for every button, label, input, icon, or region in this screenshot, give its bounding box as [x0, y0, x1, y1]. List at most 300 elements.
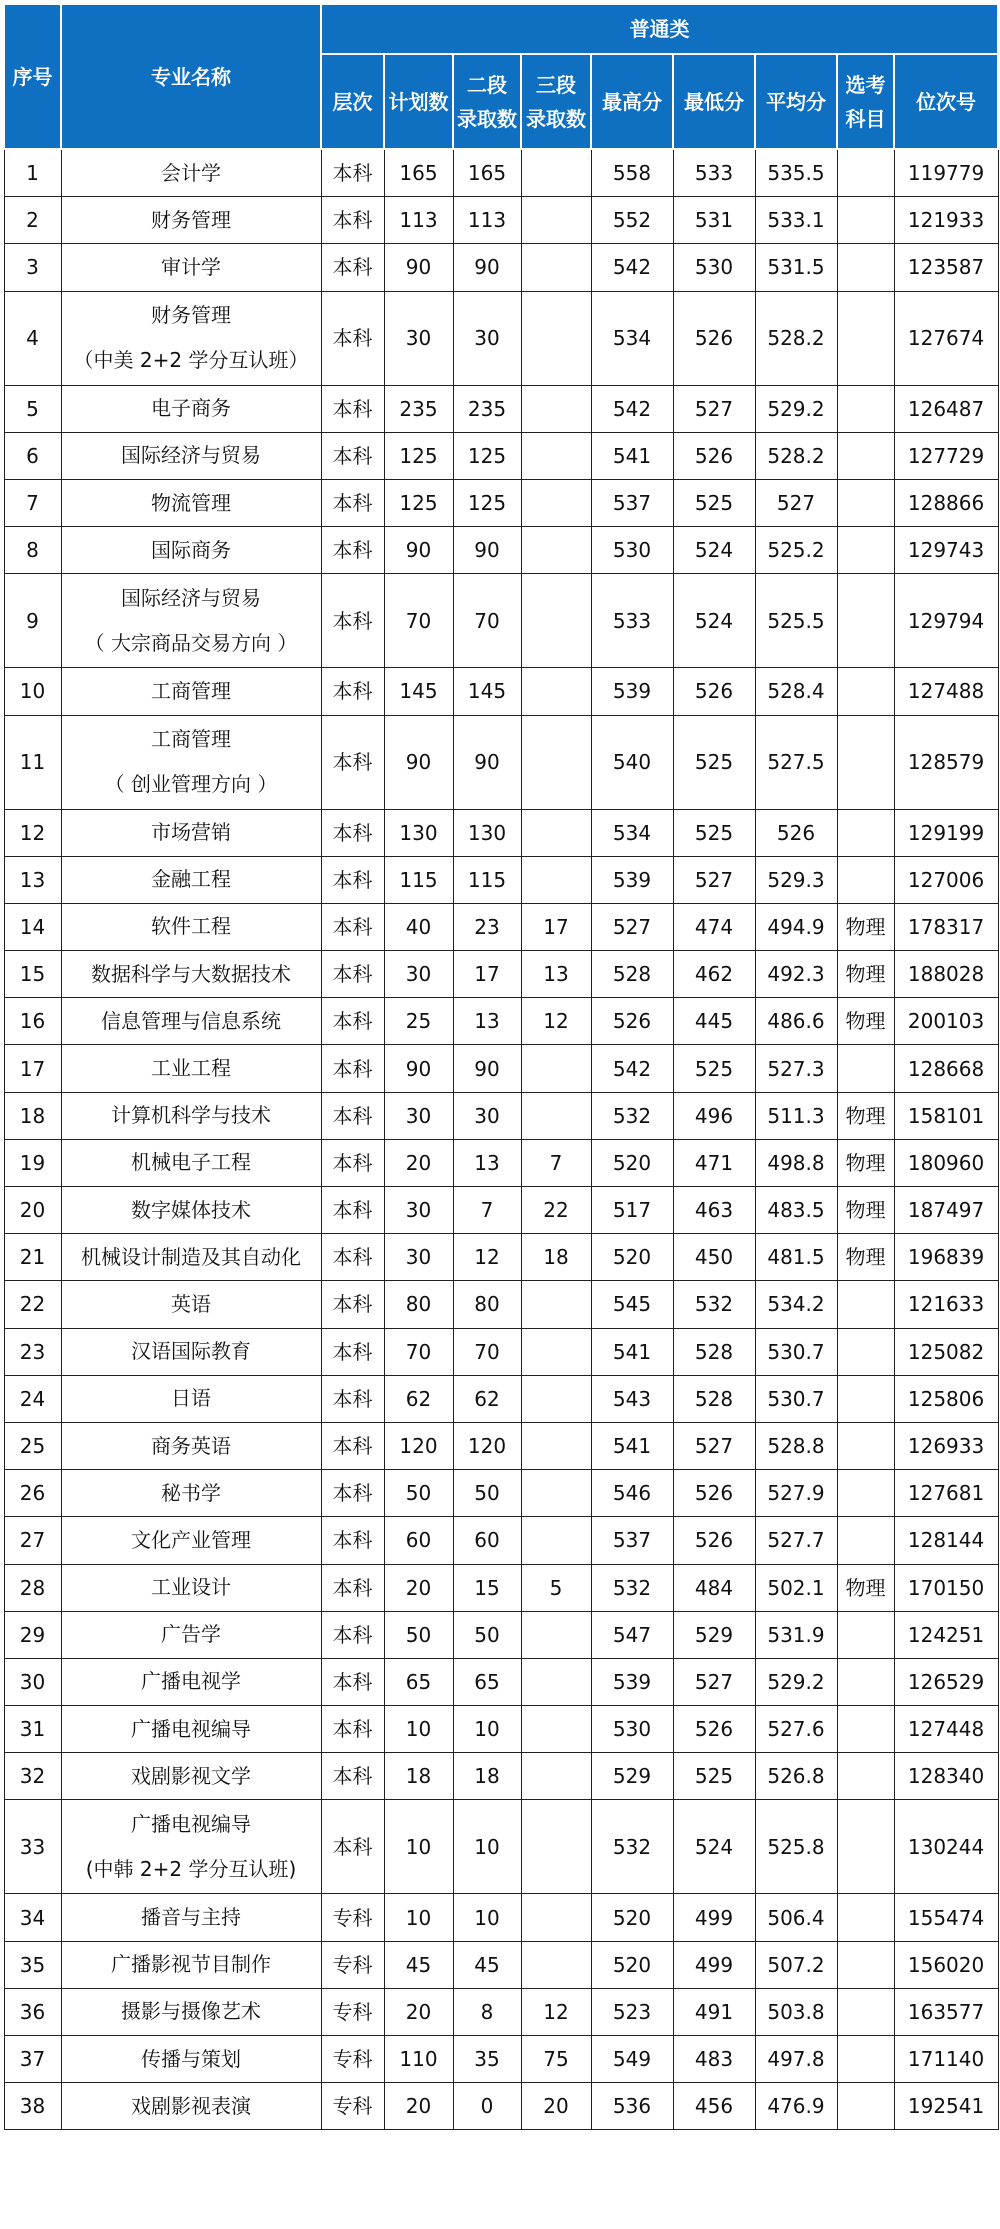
cell-min: 527 — [673, 1422, 755, 1469]
cell-seq: 9 — [4, 574, 61, 668]
cell-plan: 145 — [384, 668, 453, 715]
major-name-line: 秘书学 — [161, 1480, 221, 1505]
cell-max: 536 — [591, 2083, 673, 2130]
cell-min: 526 — [673, 668, 755, 715]
cell-max: 534 — [591, 291, 673, 385]
cell-rank: 121933 — [894, 197, 998, 244]
major-name-line: 机械电子工程 — [131, 1150, 251, 1175]
cell-min: 528 — [673, 1328, 755, 1375]
cell-stage3 — [521, 1753, 591, 1800]
cell-stage3 — [521, 149, 591, 197]
table-row — [4, 1564, 998, 1611]
cell-plan: 65 — [384, 1658, 453, 1705]
cell-seq: 24 — [4, 1375, 61, 1422]
cell-level: 本科 — [321, 809, 384, 856]
cell-seq: 27 — [4, 1517, 61, 1564]
cell-major — [61, 1706, 321, 1753]
cell-max: 539 — [591, 1658, 673, 1705]
table-row — [4, 809, 998, 856]
cell-rank: 127729 — [894, 432, 998, 479]
cell-stage2: 18 — [453, 1753, 521, 1800]
major-name-line: 审计学 — [161, 254, 221, 279]
header-max: 最高分 — [591, 54, 673, 149]
table-body — [4, 149, 998, 2130]
cell-major — [61, 1894, 321, 1941]
cell-stage2: 13 — [453, 998, 521, 1045]
cell-level: 本科 — [321, 1328, 384, 1375]
cell-major — [61, 244, 321, 291]
cell-level: 本科 — [321, 527, 384, 574]
table-row — [4, 1045, 998, 1092]
cell-max: 532 — [591, 1092, 673, 1139]
cell-avg: 483.5 — [755, 1187, 837, 1234]
cell-major — [61, 951, 321, 998]
cell-stage3 — [521, 1045, 591, 1092]
major-name-line: 物流管理 — [151, 490, 231, 515]
table-row — [4, 1422, 998, 1469]
table-row — [4, 856, 998, 903]
cell-rank: 128144 — [894, 1517, 998, 1564]
cell-major — [61, 715, 321, 809]
cell-subject — [837, 2083, 894, 2130]
cell-subject — [837, 149, 894, 197]
cell-seq: 23 — [4, 1328, 61, 1375]
cell-seq: 4 — [4, 291, 61, 385]
major-name-line: 传播与策划 — [141, 2046, 241, 2071]
cell-stage3: 12 — [521, 1988, 591, 2035]
cell-seq: 8 — [4, 527, 61, 574]
cell-stage3: 17 — [521, 903, 591, 950]
cell-stage3: 75 — [521, 2036, 591, 2083]
cell-min: 524 — [673, 1800, 755, 1894]
cell-stage3: 12 — [521, 998, 591, 1045]
cell-avg: 527.5 — [755, 715, 837, 809]
cell-subject — [837, 1328, 894, 1375]
cell-avg: 529.3 — [755, 856, 837, 903]
cell-seq: 28 — [4, 1564, 61, 1611]
cell-avg: 534.2 — [755, 1281, 837, 1328]
cell-avg: 528.2 — [755, 291, 837, 385]
cell-min: 525 — [673, 715, 755, 809]
cell-max: 520 — [591, 1894, 673, 1941]
cell-avg: 533.1 — [755, 197, 837, 244]
cell-rank: 129199 — [894, 809, 998, 856]
cell-max: 534 — [591, 809, 673, 856]
cell-plan: 120 — [384, 1422, 453, 1469]
cell-rank: 128668 — [894, 1045, 998, 1092]
cell-major — [61, 1187, 321, 1234]
cell-max: 539 — [591, 668, 673, 715]
cell-rank: 156020 — [894, 1941, 998, 1988]
cell-avg: 525.2 — [755, 527, 837, 574]
table-row — [4, 903, 998, 950]
cell-avg: 527.9 — [755, 1470, 837, 1517]
cell-min: 484 — [673, 1564, 755, 1611]
cell-avg: 530.7 — [755, 1328, 837, 1375]
cell-major — [61, 1658, 321, 1705]
cell-stage2: 125 — [453, 479, 521, 526]
cell-min: 450 — [673, 1234, 755, 1281]
cell-level: 本科 — [321, 1045, 384, 1092]
cell-level: 本科 — [321, 998, 384, 1045]
cell-seq: 32 — [4, 1753, 61, 1800]
major-name-line: 国际经济与贸易 — [121, 443, 261, 468]
cell-stage3 — [521, 385, 591, 432]
cell-plan: 10 — [384, 1894, 453, 1941]
cell-major — [61, 197, 321, 244]
major-name-line: 日语 — [171, 1386, 211, 1411]
table-row — [4, 998, 998, 1045]
cell-stage2: 80 — [453, 1281, 521, 1328]
cell-level: 本科 — [321, 1375, 384, 1422]
cell-subject — [837, 244, 894, 291]
cell-max: 542 — [591, 244, 673, 291]
cell-stage2: 125 — [453, 432, 521, 479]
major-name-line: 金融工程 — [151, 867, 231, 892]
cell-rank: 125806 — [894, 1375, 998, 1422]
cell-avg: 527 — [755, 479, 837, 526]
cell-seq: 35 — [4, 1941, 61, 1988]
cell-stage3 — [521, 244, 591, 291]
cell-seq: 26 — [4, 1470, 61, 1517]
table-row — [4, 1281, 998, 1328]
cell-min: 525 — [673, 1045, 755, 1092]
table-row — [4, 1470, 998, 1517]
cell-plan: 25 — [384, 998, 453, 1045]
cell-rank: 155474 — [894, 1894, 998, 1941]
major-name-line: 工业设计 — [151, 1575, 231, 1600]
cell-rank: 127006 — [894, 856, 998, 903]
cell-max: 532 — [591, 1564, 673, 1611]
cell-stage3 — [521, 1611, 591, 1658]
major-name-line: （ 创业管理方向 ） — [104, 772, 278, 796]
cell-level: 本科 — [321, 1422, 384, 1469]
cell-level: 本科 — [321, 149, 384, 197]
cell-rank: 187497 — [894, 1187, 998, 1234]
major-name-line: 数据科学与大数据技术 — [91, 961, 291, 986]
cell-level: 本科 — [321, 1800, 384, 1894]
cell-major — [61, 149, 321, 197]
cell-subject — [837, 291, 894, 385]
major-name-line: 国际经济与贸易 — [121, 585, 261, 610]
cell-max: 520 — [591, 1139, 673, 1186]
cell-plan: 30 — [384, 1234, 453, 1281]
cell-subject: 物理 — [837, 998, 894, 1045]
cell-avg: 529.2 — [755, 1658, 837, 1705]
cell-max: 542 — [591, 385, 673, 432]
cell-subject — [837, 1658, 894, 1705]
major-name-line: 广播电视编导 — [131, 1811, 251, 1836]
cell-stage3 — [521, 432, 591, 479]
cell-level: 本科 — [321, 1611, 384, 1658]
cell-rank: 171140 — [894, 2036, 998, 2083]
cell-subject — [837, 2036, 894, 2083]
cell-max: 542 — [591, 1045, 673, 1092]
cell-seq: 20 — [4, 1187, 61, 1234]
cell-rank: 178317 — [894, 903, 998, 950]
cell-plan: 113 — [384, 197, 453, 244]
cell-avg: 530.7 — [755, 1375, 837, 1422]
cell-subject: 物理 — [837, 1092, 894, 1139]
cell-level: 本科 — [321, 1564, 384, 1611]
cell-subject: 物理 — [837, 903, 894, 950]
cell-avg: 481.5 — [755, 1234, 837, 1281]
cell-subject — [837, 1941, 894, 1988]
cell-seq: 25 — [4, 1422, 61, 1469]
cell-stage2: 60 — [453, 1517, 521, 1564]
cell-subject — [837, 1517, 894, 1564]
cell-level: 本科 — [321, 1517, 384, 1564]
major-name-line: 计算机科学与技术 — [111, 1103, 271, 1128]
cell-major — [61, 1564, 321, 1611]
cell-plan: 70 — [384, 1328, 453, 1375]
cell-min: 456 — [673, 2083, 755, 2130]
cell-min: 499 — [673, 1894, 755, 1941]
cell-min: 526 — [673, 432, 755, 479]
cell-subject: 物理 — [837, 1187, 894, 1234]
cell-avg: 476.9 — [755, 2083, 837, 2130]
cell-major — [61, 1045, 321, 1092]
cell-level: 本科 — [321, 291, 384, 385]
cell-level: 本科 — [321, 1753, 384, 1800]
cell-level: 本科 — [321, 432, 384, 479]
table-row — [4, 149, 998, 197]
table-row — [4, 2083, 998, 2130]
cell-stage2: 70 — [453, 1328, 521, 1375]
cell-plan: 45 — [384, 1941, 453, 1988]
cell-max: 530 — [591, 1706, 673, 1753]
cell-stage2: 235 — [453, 385, 521, 432]
cell-seq: 36 — [4, 1988, 61, 2035]
cell-major — [61, 1753, 321, 1800]
cell-rank: 200103 — [894, 998, 998, 1045]
cell-subject — [837, 1045, 894, 1092]
cell-plan: 30 — [384, 291, 453, 385]
cell-max: 520 — [591, 1941, 673, 1988]
cell-seq: 34 — [4, 1894, 61, 1941]
table-row — [4, 527, 998, 574]
cell-level: 本科 — [321, 951, 384, 998]
cell-rank: 119779 — [894, 149, 998, 197]
cell-plan: 165 — [384, 149, 453, 197]
cell-min: 531 — [673, 197, 755, 244]
cell-seq: 37 — [4, 2036, 61, 2083]
cell-avg: 527.6 — [755, 1706, 837, 1753]
cell-major — [61, 998, 321, 1045]
cell-avg: 531.9 — [755, 1611, 837, 1658]
cell-plan: 10 — [384, 1706, 453, 1753]
cell-max: 541 — [591, 1422, 673, 1469]
cell-major — [61, 1281, 321, 1328]
cell-avg: 506.4 — [755, 1894, 837, 1941]
cell-stage2: 23 — [453, 903, 521, 950]
cell-level: 本科 — [321, 668, 384, 715]
cell-level: 本科 — [321, 856, 384, 903]
cell-stage2: 65 — [453, 1658, 521, 1705]
cell-seq: 18 — [4, 1092, 61, 1139]
cell-rank: 196839 — [894, 1234, 998, 1281]
table-header — [4, 4, 998, 149]
major-name-line: 商务英语 — [151, 1433, 231, 1458]
cell-min: 527 — [673, 856, 755, 903]
cell-stage2: 13 — [453, 1139, 521, 1186]
cell-max: 530 — [591, 527, 673, 574]
cell-subject — [837, 479, 894, 526]
cell-stage3: 18 — [521, 1234, 591, 1281]
cell-level: 专科 — [321, 1941, 384, 1988]
cell-stage3 — [521, 527, 591, 574]
cell-stage2: 7 — [453, 1187, 521, 1234]
admission-table-container — [3, 3, 999, 2130]
cell-level: 本科 — [321, 903, 384, 950]
cell-plan: 90 — [384, 1045, 453, 1092]
cell-major — [61, 668, 321, 715]
table-row — [4, 1234, 998, 1281]
admission-score-table — [3, 3, 999, 2130]
cell-avg: 525.5 — [755, 574, 837, 668]
cell-major — [61, 432, 321, 479]
table-row — [4, 1800, 998, 1894]
cell-plan: 30 — [384, 1092, 453, 1139]
cell-avg: 498.8 — [755, 1139, 837, 1186]
cell-stage2: 30 — [453, 1092, 521, 1139]
cell-level: 本科 — [321, 479, 384, 526]
cell-plan: 80 — [384, 1281, 453, 1328]
cell-max: 537 — [591, 479, 673, 526]
cell-stage2: 35 — [453, 2036, 521, 2083]
cell-rank: 188028 — [894, 951, 998, 998]
cell-avg: 527.7 — [755, 1517, 837, 1564]
cell-stage2: 120 — [453, 1422, 521, 1469]
header-stage2: 二段 录取数 — [453, 54, 521, 149]
cell-avg: 528.8 — [755, 1422, 837, 1469]
cell-stage3 — [521, 1517, 591, 1564]
cell-stage2: 10 — [453, 1894, 521, 1941]
cell-min: 474 — [673, 903, 755, 950]
cell-rank: 180960 — [894, 1139, 998, 1186]
cell-rank: 128579 — [894, 715, 998, 809]
cell-stage3 — [521, 715, 591, 809]
cell-subject — [837, 432, 894, 479]
cell-level: 本科 — [321, 1234, 384, 1281]
cell-stage3 — [521, 1800, 591, 1894]
header-stage3: 三段 录取数 — [521, 54, 591, 149]
cell-subject — [837, 527, 894, 574]
cell-stage3: 5 — [521, 1564, 591, 1611]
cell-major — [61, 1092, 321, 1139]
cell-stage2: 70 — [453, 574, 521, 668]
cell-avg: 507.2 — [755, 1941, 837, 1988]
cell-rank: 126933 — [894, 1422, 998, 1469]
cell-stage3: 22 — [521, 1187, 591, 1234]
cell-major — [61, 1139, 321, 1186]
cell-min: 526 — [673, 291, 755, 385]
cell-seq: 15 — [4, 951, 61, 998]
cell-level: 本科 — [321, 1281, 384, 1328]
header-rank: 位次号 — [894, 54, 998, 149]
cell-stage2: 0 — [453, 2083, 521, 2130]
major-name-line: 戏剧影视文学 — [131, 1763, 251, 1788]
cell-major — [61, 574, 321, 668]
cell-max: 533 — [591, 574, 673, 668]
major-name-line: 电子商务 — [151, 396, 231, 421]
cell-stage3 — [521, 574, 591, 668]
major-name-line: 广播电视编导 — [131, 1716, 251, 1741]
cell-max: 523 — [591, 1988, 673, 2035]
cell-subject — [837, 1281, 894, 1328]
cell-seq: 31 — [4, 1706, 61, 1753]
cell-avg: 526 — [755, 809, 837, 856]
major-name-line: 汉语国际教育 — [131, 1339, 251, 1364]
table-row — [4, 1517, 998, 1564]
cell-plan: 110 — [384, 2036, 453, 2083]
major-name-line: 工业工程 — [151, 1056, 231, 1081]
major-name-line: 会计学 — [161, 160, 221, 185]
cell-major — [61, 1375, 321, 1422]
cell-stage2: 50 — [453, 1611, 521, 1658]
cell-rank: 129743 — [894, 527, 998, 574]
cell-level: 本科 — [321, 1470, 384, 1517]
table-row — [4, 385, 998, 432]
cell-stage2: 17 — [453, 951, 521, 998]
cell-plan: 20 — [384, 1988, 453, 2035]
cell-level: 本科 — [321, 385, 384, 432]
cell-min: 491 — [673, 1988, 755, 2035]
cell-stage2: 130 — [453, 809, 521, 856]
cell-plan: 10 — [384, 1800, 453, 1894]
cell-subject — [837, 1706, 894, 1753]
cell-seq: 7 — [4, 479, 61, 526]
cell-level: 本科 — [321, 197, 384, 244]
cell-min: 524 — [673, 527, 755, 574]
cell-subject: 物理 — [837, 951, 894, 998]
header-group: 普通类 — [321, 4, 998, 54]
table-row — [4, 2036, 998, 2083]
cell-max: 547 — [591, 1611, 673, 1658]
cell-max: 558 — [591, 149, 673, 197]
cell-max: 529 — [591, 1753, 673, 1800]
cell-subject — [837, 1988, 894, 2035]
cell-max: 545 — [591, 1281, 673, 1328]
cell-max: 546 — [591, 1470, 673, 1517]
cell-stage3 — [521, 1375, 591, 1422]
cell-avg: 494.9 — [755, 903, 837, 950]
cell-rank: 170150 — [894, 1564, 998, 1611]
cell-stage2: 8 — [453, 1988, 521, 2035]
cell-level: 专科 — [321, 1988, 384, 2035]
cell-stage3 — [521, 809, 591, 856]
cell-major — [61, 1328, 321, 1375]
cell-major — [61, 1988, 321, 2035]
cell-min: 527 — [673, 1658, 755, 1705]
cell-stage2: 50 — [453, 1470, 521, 1517]
cell-major — [61, 809, 321, 856]
table-row — [4, 574, 998, 668]
major-name-line: 数字媒体技术 — [131, 1197, 251, 1222]
cell-max: 517 — [591, 1187, 673, 1234]
table-row — [4, 1092, 998, 1139]
cell-max: 543 — [591, 1375, 673, 1422]
major-name-line: 财务管理 — [151, 303, 231, 328]
major-name-line: 广播影视节目制作 — [111, 1952, 271, 1977]
cell-min: 528 — [673, 1375, 755, 1422]
cell-plan: 125 — [384, 432, 453, 479]
cell-stage3 — [521, 1470, 591, 1517]
cell-stage3 — [521, 856, 591, 903]
cell-max: 537 — [591, 1517, 673, 1564]
header-min: 最低分 — [673, 54, 755, 149]
cell-avg: 528.2 — [755, 432, 837, 479]
